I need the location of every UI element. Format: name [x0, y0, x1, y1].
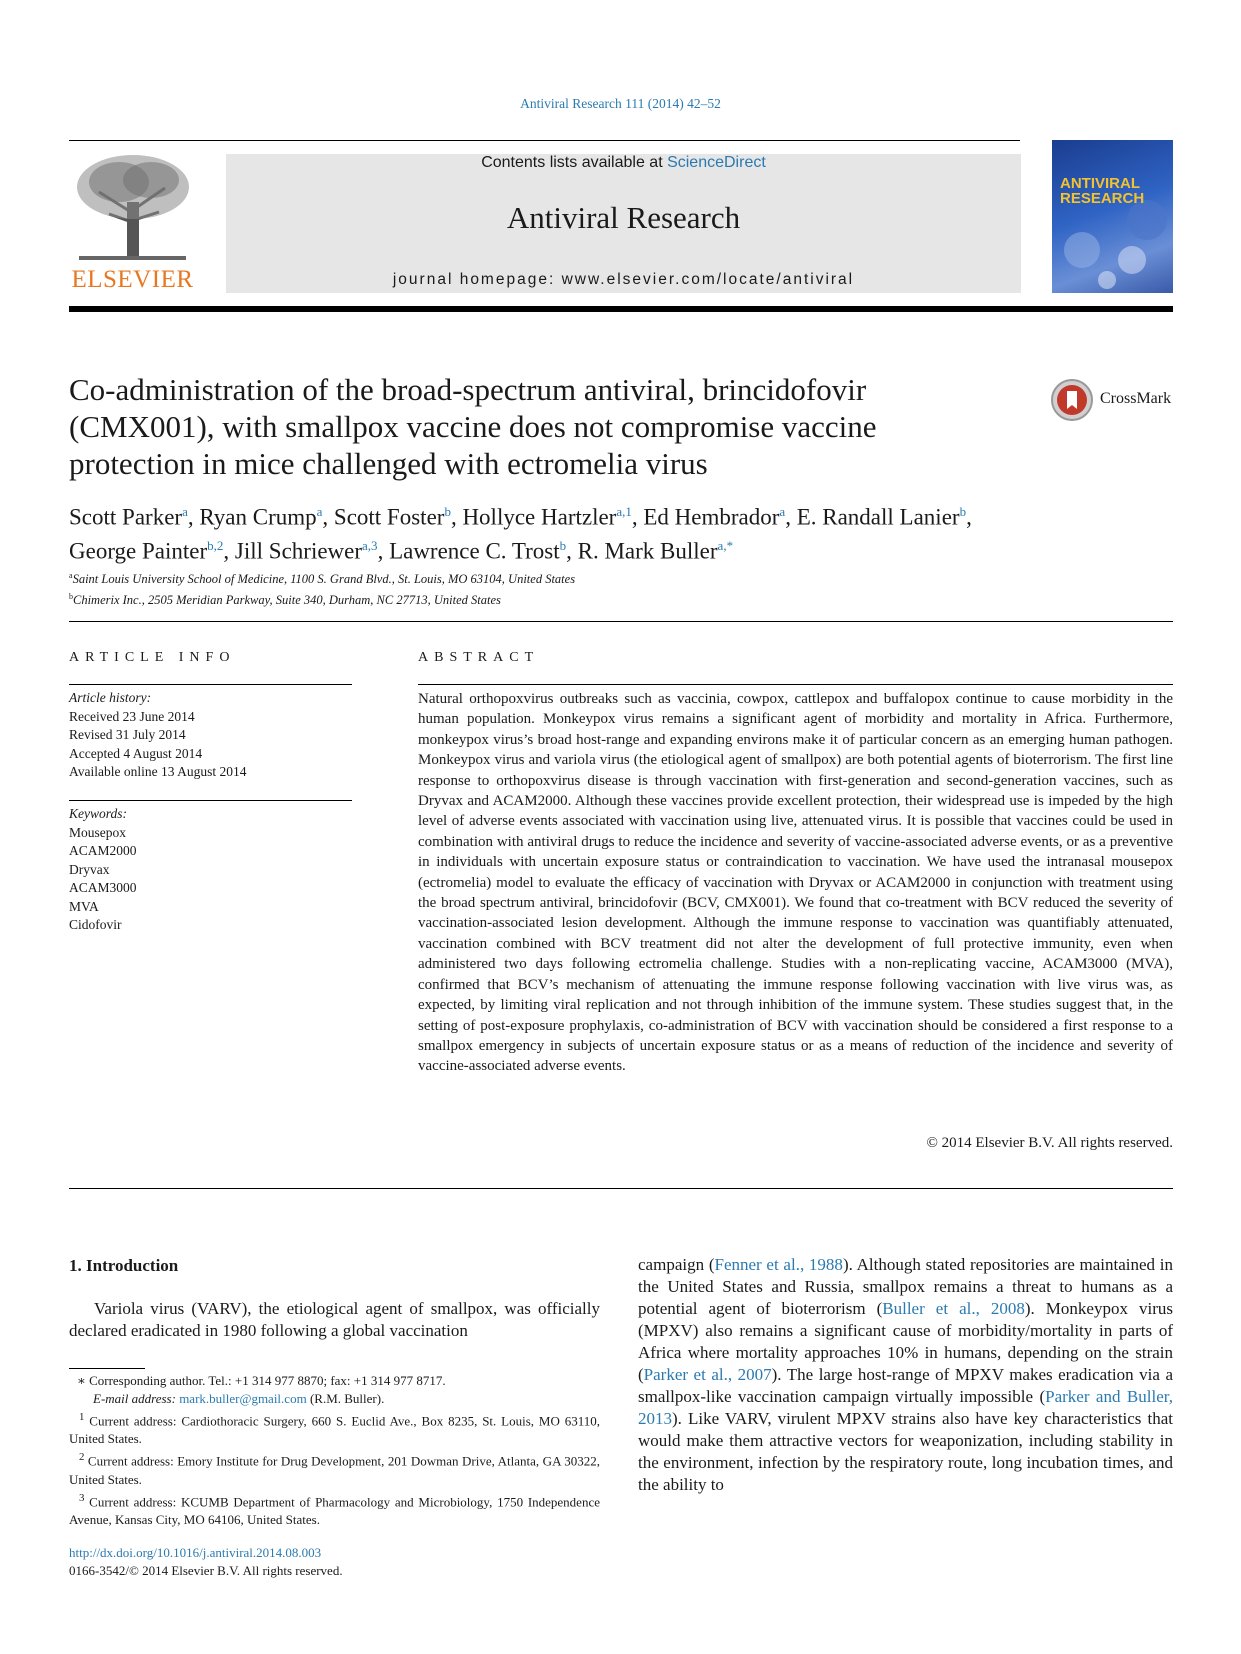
email-link[interactable]: mark.buller@gmail.com [179, 1391, 307, 1406]
cover-title: ANTIVIRAL RESEARCH [1060, 175, 1145, 207]
keywords-label: Keywords: [69, 806, 127, 821]
elsevier-wordmark: ELSEVIER [71, 266, 194, 293]
footnote-marker: 2 [79, 1451, 85, 1464]
author-separator: , [223, 538, 235, 564]
history-revised: Revised 31 July 2014 [69, 727, 186, 742]
author-name[interactable]: E. Randall Lanier [796, 504, 960, 530]
footnote-3 [69, 1489, 600, 1529]
affiliations [69, 567, 1069, 609]
keyword-item: Cidofovir [69, 917, 122, 932]
footnote-marker: 1 [79, 1411, 85, 1423]
author-affiliation-marker[interactable]: a [182, 504, 188, 519]
issn-line: 0166-3542/© 2014 Elsevier B.V. All rights reserved. [69, 1563, 343, 1578]
abstract-text: Natural orthopoxvirus outbreaks such as vaccinia, cowpox, cattlepox and buffalopox continue to cause morbidity in the human population. Monkeypox virus remains a significant agent of morbidity and mortality in Africa. Furthermore, monkeypox virus’s broad host-range and expanding environs make it of particular concern as an emerging human pathogen. Monkeypox virus and variola virus (the etiological agent of smallpox) are both potential agents of bioterrorism. The first line response to orthopoxvirus disease is through vaccination with first-generation and second-generation vaccines, such as Dryvax and ACAM2000. Although these vaccines provide excellent protection, their widespread use is impeded by the high level of adverse events associated with vaccination using live, attenuated virus. It is possible that vaccines could be used in combination with antiviral drugs to reduce the incidence and severity of vaccine-associated adverse events, or as a preventive in individuals with uncertain exposure status or contraindication to vaccination. We have used the intranasal mousepox (ectromelia) model to evaluate the efficacy of vaccination with Dryvax or ACAM2000 in conjunction with treatment using the broad spectrum antiviral, brincidofovir (BCV, CMX001). We found that co-treatment with BCV reduced the severity of vaccination-associated lesion development. Although the immune response to vaccination was quantifiably attenuated, vaccination combined with BCV treatment did not alter the development of full protective immunity, even when administered two days following ectromelia challenge. Studies with a non-replicating vaccine, ACAM3000 (MVA), confirmed that BCV’s mechanism of attenuating the immune response following vaccination with live virus was, as expected, by limiting viral replication and not through inhibition of the immune system. These studies suggest that, in the setting of post-exposure prophylaxis, co-administration of BCV with vaccination should be considered a first response to a smallpox emergency in subjects of uncertain exposure status or as a means of reduction of the incidence and severity of vaccine-associated adverse events. [418, 691, 1173, 1075]
article-history [69, 689, 352, 782]
reference-link[interactable]: Parker and Buller, 2013 [638, 1387, 1173, 1428]
author-name[interactable]: Ed Hembrador [643, 504, 780, 530]
author-affiliation-marker[interactable]: a,* [717, 537, 734, 553]
journal-name: Antiviral Research [506, 200, 741, 235]
keywords-list [69, 805, 352, 935]
intro-paragraph-left: Variola virus (VARV), the etiological agent of smallpox, was officially declared eradicated in 1980 following a global vaccination [69, 1299, 600, 1340]
affiliation-marker: a [69, 571, 73, 580]
author-affiliation-marker[interactable]: a,3 [362, 537, 378, 553]
intro-paragraph-right [638, 1254, 1173, 1496]
contents-line [226, 154, 1021, 172]
crossmark-icon [1050, 378, 1094, 422]
abstract-bottom-rule [69, 1188, 1173, 1189]
tree-icon [69, 152, 196, 264]
author-name[interactable]: George Painter [69, 538, 208, 564]
abstract-copyright: © 2014 Elsevier B.V. All rights reserved. [926, 1135, 1173, 1151]
intro-text: campaign ( [638, 1255, 715, 1274]
crossmark-badge[interactable] [1050, 378, 1180, 422]
elsevier-logo[interactable] [69, 152, 196, 294]
virus-artwork-icon [1052, 140, 1173, 293]
keyword-item: ACAM3000 [69, 880, 137, 895]
author-separator: , [377, 538, 390, 564]
author-separator: , [631, 504, 644, 530]
author-separator: , [187, 504, 200, 530]
contents-prefix: Contents lists available at [481, 154, 668, 171]
header-thick-rule [69, 306, 1173, 312]
affiliation-text: Saint Louis University School of Medicine, 1100 S. Grand Blvd., St. Louis, MO 63104, United States [72, 572, 576, 587]
header-rule [69, 140, 1020, 141]
journal-homepage[interactable]: journal homepage: www.elsevier.com/locate/antiviral [392, 271, 855, 288]
keyword-item: Mousepox [69, 824, 126, 840]
section-heading-introduction: 1. Introduction [69, 1256, 179, 1275]
article-info-heading: ARTICLE INFO [69, 650, 236, 665]
author-name[interactable]: Scott Foster [333, 504, 445, 530]
affiliation-item [69, 567, 1069, 588]
affiliation-text: Chimerix Inc., 2505 Meridian Parkway, Suite 340, Durham, NC 27713, United States [73, 593, 501, 608]
reference-link[interactable]: Parker et al., 2007 [643, 1365, 772, 1384]
author-list [69, 498, 1179, 565]
intro-text: ). Monkeypox virus (MPXV) also remains a significant cause of morbidity/mortality in parts of Africa where mortality approaches 10% in humans, depending on the strain ( [638, 1299, 1173, 1384]
author-name[interactable]: Scott Parker [69, 504, 183, 530]
footnote-text: Current address: Cardiothoracic Surgery, 660 S. Euclid Ave., Box 8235, St. Louis, MO 63110, United States. [69, 1413, 600, 1447]
journal-banner [226, 154, 1021, 293]
intro-text: ). Although stated repositories are maintained in the United States and Russia, smallpox remains a threat to humans as a potential agent of bioterrorism ( [638, 1255, 1174, 1318]
author-affiliation-marker[interactable]: a,1 [616, 504, 632, 519]
reference-link[interactable]: Buller et al., 2008 [882, 1299, 1025, 1318]
keyword-item: Dryvax [69, 861, 110, 877]
keyword-item: ACAM2000 [69, 843, 137, 858]
author-name[interactable]: Lawrence C. Trost [389, 538, 560, 564]
article-info-rule [69, 684, 352, 685]
affiliation-marker: b [69, 592, 73, 602]
author-affiliation-marker[interactable]: b,2 [207, 537, 224, 553]
footnote-text: Current address: Emory Institute for Drug Development, 201 Dowman Drive, Atlanta, GA 30322, United States. [69, 1453, 600, 1487]
abstract-heading: ABSTRACT [418, 650, 540, 665]
author-separator: , [966, 504, 972, 530]
intro-text: ). The large host-range of MPXV makes eradication via a smallpox-like vaccination campaign virtually impossible ( [638, 1365, 1174, 1406]
author-separator: , [785, 504, 797, 530]
corresponding-author-note: ∗ Corresponding author. Tel.: +1 314 977 8870; fax: +1 314 977 8717. [77, 1373, 446, 1388]
affiliation-rule [69, 621, 1173, 622]
email-suffix: (R.M. Buller). [306, 1391, 385, 1406]
footnote-text: Current address: KCUMB Department of Pharmacology and Microbiology, 1750 Independence Avenue, Kansas City, MO 64106, United States. [69, 1493, 600, 1527]
email-label: E-mail address: [93, 1391, 180, 1406]
history-online: Available online 13 August 2014 [69, 764, 247, 779]
author-name[interactable]: R. Mark Buller [577, 538, 718, 564]
abstract-rule [418, 684, 1173, 685]
author-affiliation-marker[interactable]: b [444, 504, 451, 519]
article-title: Co-administration of the broad-spectrum antiviral, brincidofovir (CMX001), with smallpox vaccine does not compromise vaccine protection in mice challenged with ectromelia virus [69, 372, 877, 481]
history-received: Received 23 June 2014 [69, 708, 195, 724]
author-affiliation-marker[interactable]: a [779, 504, 786, 519]
intro-text: ). Like VARV, virulent MPXV strains also have key characteristics that would make them attractive vectors for weaponization, including stability in the environment, infection by the respiratory route, long incubation times, and the ability to [638, 1409, 1173, 1494]
journal-citation[interactable]: Antiviral Research 111 (2014) 42–52 [520, 96, 721, 111]
author-affiliation-marker[interactable]: b [959, 504, 967, 519]
footnote-rule [69, 1368, 145, 1369]
author-separator: , [322, 504, 334, 530]
journal-cover-image[interactable] [1052, 140, 1173, 293]
author-name[interactable]: Ryan Crump [199, 504, 317, 530]
history-accepted: Accepted 4 August 2014 [69, 745, 203, 761]
history-label: Article history: [69, 690, 152, 705]
footnote-1 [69, 1408, 600, 1448]
doi-block [69, 1544, 600, 1580]
footnote-marker: 3 [79, 1491, 85, 1504]
sciencedirect-link[interactable]: ScienceDirect [667, 154, 766, 171]
author-name[interactable]: Hollyce Hartzler [462, 504, 617, 530]
keyword-item: MVA [69, 898, 99, 914]
email-note [69, 1390, 600, 1408]
author-separator: , [450, 504, 463, 530]
author-separator: , [566, 538, 578, 564]
footnotes [69, 1372, 600, 1529]
footnote-2 [69, 1448, 600, 1488]
affiliation-item [69, 588, 1069, 609]
author-name[interactable]: Jill Schriewer [234, 538, 363, 564]
keywords-rule [69, 800, 352, 801]
author-affiliation-marker[interactable]: b [559, 537, 567, 553]
author-affiliation-marker[interactable]: a [316, 504, 323, 519]
crossmark-label: CrossMark [1100, 390, 1172, 407]
doi-link[interactable]: http://dx.doi.org/10.1016/j.antiviral.2014.08.003 [69, 1545, 322, 1560]
reference-link[interactable]: Fenner et al., 1988 [714, 1255, 843, 1274]
